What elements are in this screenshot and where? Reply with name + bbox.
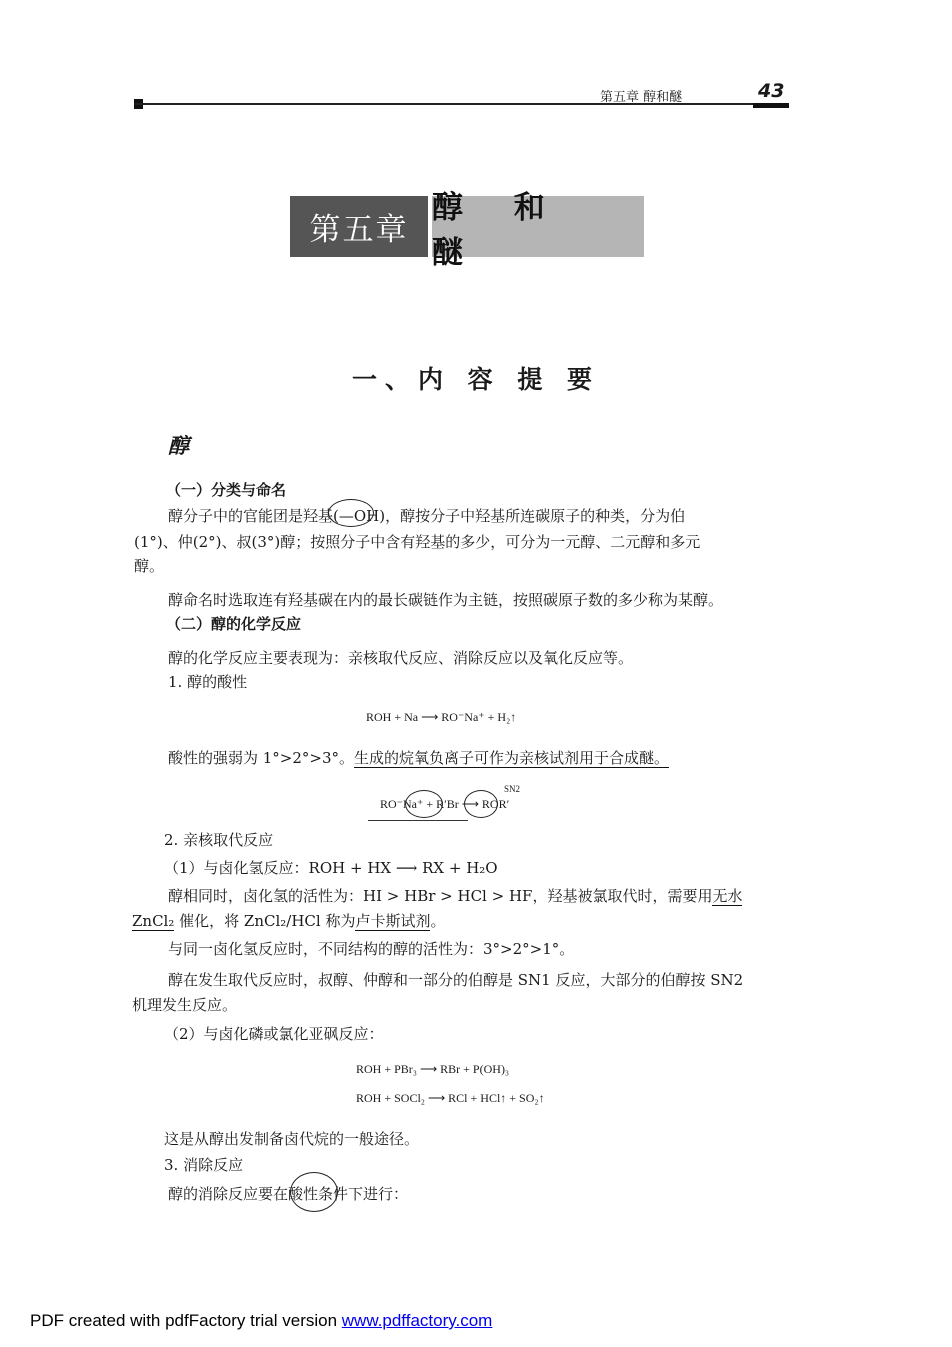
alkoxide-note: 生成的烷氧负离子可作为亲核试剂用于合成醚。 [354, 749, 670, 767]
pen-annotation-circle-br [464, 790, 498, 818]
pen-underline [368, 820, 468, 821]
naming-paragraph: 醇命名时选取连有羟基碳在内的最长碳链作为主链，按照碳原子数的多少称为某醇。 [168, 591, 724, 609]
running-header: 第五章 醇和醚 [600, 90, 683, 105]
sentence-end: 。 [430, 912, 446, 930]
sn2-label: SN2 [504, 784, 521, 794]
socl2-equation: ROH + SOCl₂ ⟶ RCl + HCl↑ + SO₂↑ [356, 1091, 545, 1105]
lucas-reagent-label: 卢卡斯试剂 [355, 912, 431, 930]
topic-heading: 醇 [168, 433, 189, 458]
haloalkane-route-text: 这是从醇出发制备卤代烷的一般途径。 [164, 1130, 420, 1148]
footer-text: PDF created with pdfFactory trial version [30, 1311, 342, 1330]
reactions-intro: 醇的化学反应主要表现为：亲核取代反应、消除反应以及氧化反应等。 [168, 649, 634, 667]
pbr3-equation: ROH + PBr₃ ⟶ RBr + P(OH)₃ [356, 1062, 510, 1076]
chapter-name: 醇 和 醚 [432, 196, 644, 257]
classification-paragraph-line-2: (1°)、仲(2°)、叔(3°)醇；按照分子中含有羟基的多少，可分为一元醇、二元醇和多元 [134, 533, 701, 551]
reactions-heading: （二）醇的化学反应 [166, 615, 302, 633]
acidity-heading: 1. 醇的酸性 [168, 673, 248, 691]
zncl2-label: ZnCl₂ [132, 912, 175, 930]
classification-heading: （一）分类与命名 [166, 481, 287, 499]
catalyst-text: 催化，将 ZnCl₂/HCl 称为 [174, 912, 356, 930]
mechanism-text-line-2: 机理发生反应。 [132, 996, 238, 1014]
mechanism-text-line-1: 醇在发生取代反应时，叔醇、仲醇和一部分的伯醇是 SN1 反应，大部分的伯醇按 SN2 [168, 971, 744, 989]
section-heading: 一、内 容 提 要 [351, 365, 601, 394]
alcohol-activity-text: 与同一卤化氢反应时，不同结构的醇的活性为：3°>2°>1°。 [168, 940, 575, 958]
pen-annotation-circle-na [405, 790, 443, 818]
page-number-bar [753, 103, 789, 108]
halide-activity-text: 醇相同时，卤化氢的活性为：HI > HBr > HCl > HF，羟基被氯取代时，需要用 [168, 887, 713, 905]
pen-annotation-circle-acid [290, 1172, 338, 1212]
acidity-text [168, 746, 669, 770]
acidity-equation: ROH + Na ⟶ RO⁻Na⁺ + H₂↑ [366, 710, 517, 724]
chapter-label: 第五章 [290, 196, 428, 257]
pdffactory-link[interactable]: www.pdffactory.com [341, 1311, 493, 1330]
phosphorus-halide-item: （2）与卤化磷或氯化亚砜反应： [164, 1025, 384, 1043]
halide-activity-line-1 [168, 884, 742, 908]
elimination-heading: 3. 消除反应 [164, 1156, 244, 1174]
classification-paragraph-line-1: 醇分子中的官能团是羟基(—OH)，醇按分子中羟基所连碳原子的种类，分为伯 [168, 507, 686, 525]
halide-activity-line-2 [132, 909, 446, 933]
header-rule [135, 103, 785, 105]
page-number: 43 [758, 80, 785, 102]
ether-synthesis-equation: RO⁻Na⁺ + R′Br ⟶ ROR′ [380, 797, 510, 811]
pdf-footer [30, 1311, 492, 1331]
elimination-text: 醇的消除反应要在酸性条件下进行： [168, 1185, 409, 1203]
substitution-heading: 2. 亲核取代反应 [164, 831, 274, 849]
pen-annotation-box [328, 499, 374, 527]
hydrogen-halide-item: （1）与卤化氢反应：ROH + HX ⟶ RX + H₂O [164, 859, 498, 877]
classification-paragraph-line-3: 醇。 [134, 557, 165, 575]
anhydrous-label: 无水 [712, 887, 743, 905]
acidity-order: 酸性的强弱为 1°>2°>3°。 [168, 749, 355, 767]
